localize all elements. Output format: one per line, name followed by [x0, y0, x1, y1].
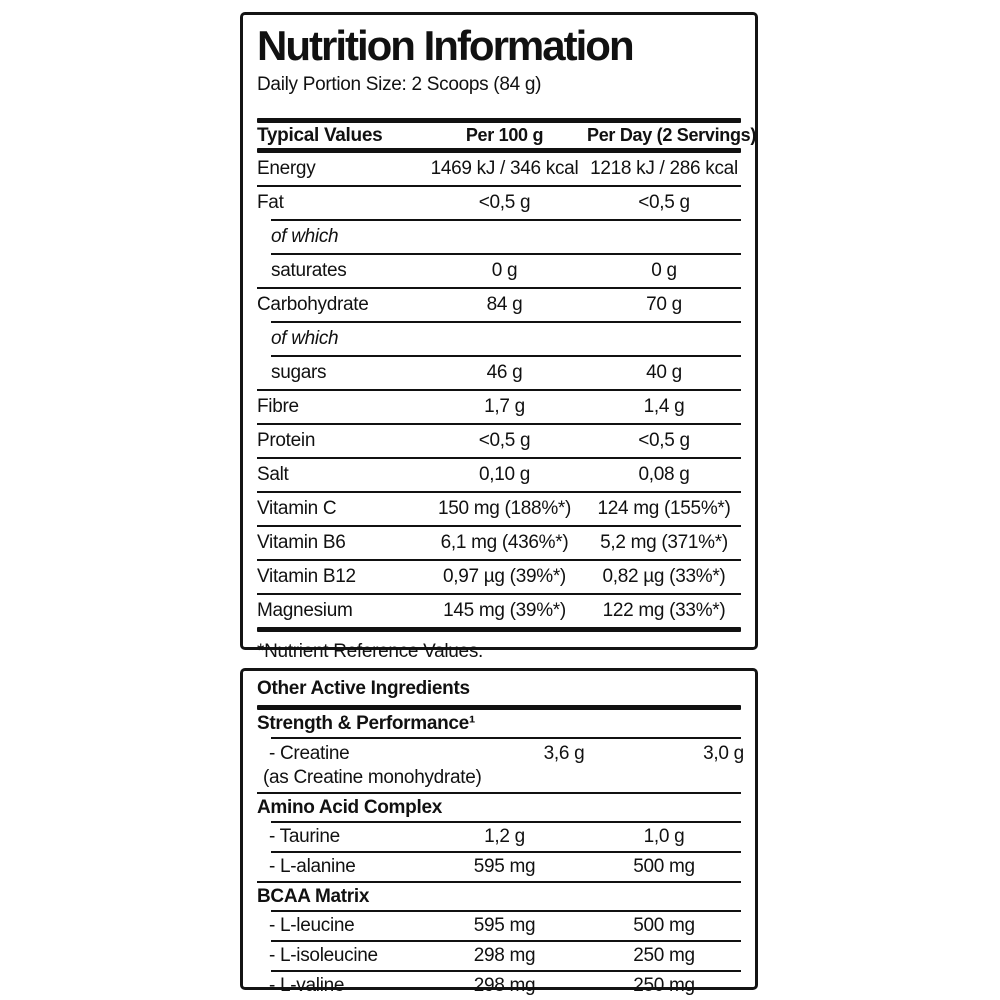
item-label: - L-leucine [269, 915, 355, 936]
row-label: of which [271, 226, 339, 248]
row-perday: 1218 kJ / 286 kcal [590, 158, 738, 180]
row-label: of which [271, 328, 339, 350]
table-header-row [257, 123, 757, 148]
item-row-taurine [257, 823, 741, 851]
item-row-l-leucine [257, 912, 741, 940]
section-header-bcaa-matrix: BCAA Matrix [257, 885, 370, 907]
nutrient-reference-footnote: *Nutrient Reference Values. [257, 641, 484, 663]
item-perday: 250 mg [633, 975, 695, 996]
table-row-of-which [257, 323, 741, 355]
item-sublabel: (as Creatine monohydrate) [263, 767, 482, 788]
table-row-fibre [257, 391, 741, 423]
other-active-ingredients-panel [240, 668, 758, 996]
table-row-saturates [257, 255, 741, 287]
item-per100: 595 mg [473, 915, 536, 936]
table-row-of-which [257, 221, 741, 253]
section-header-strength-performance: Strength & Performance¹ [257, 712, 475, 734]
item-per100: 298 mg [473, 945, 536, 966]
section-header-amino-acid-complex: Amino Acid Complex [257, 796, 442, 818]
row-label: Energy [257, 158, 316, 180]
row-per100: 0,97 µg (39%*) [443, 566, 566, 588]
item-label: - Taurine [269, 826, 340, 847]
row-per100: 1469 kJ / 346 kcal [430, 158, 579, 180]
item-per100: 298 mg [473, 975, 536, 996]
other-ingredients-title: Other Active Ingredients [257, 678, 470, 699]
item-row-l-isoleucine [257, 942, 741, 970]
row-label: saturates [271, 260, 347, 282]
row-label: Vitamin C [257, 498, 337, 520]
row-perday: 70 g [646, 294, 682, 316]
item-perday: 1,0 g [643, 826, 685, 847]
table-row-vitamin-b6 [257, 527, 741, 559]
item-perday: 250 mg [633, 945, 695, 966]
item-label: - Creatine [269, 743, 350, 764]
row-perday: 122 mg (33%*) [602, 600, 726, 622]
table-row-magnesium [257, 595, 741, 627]
row-perday: <0,5 g [638, 192, 690, 214]
row-label: Carbohydrate [257, 294, 369, 316]
item-per100: 3,6 g [543, 743, 585, 764]
row-perday: 0,08 g [638, 464, 690, 486]
row-perday: 124 mg (155%*) [597, 498, 731, 520]
row-perday: 5,2 mg (371%*) [600, 532, 728, 554]
item-perday: 3,0 g [703, 743, 744, 764]
item-per100: 595 mg [473, 856, 536, 877]
row-per100: <0,5 g [478, 430, 531, 452]
table-row-sugars [257, 357, 741, 389]
row-per100: 84 g [486, 294, 523, 316]
row-per100: 150 mg (188%*) [437, 498, 572, 520]
page-title: Nutrition Information [257, 22, 633, 69]
item-label: - L-isoleucine [269, 945, 378, 966]
row-label: Protein [257, 430, 316, 452]
row-perday: <0,5 g [638, 430, 690, 452]
row-label: Fat [257, 192, 284, 214]
column-header-per-100g: Per 100 g [465, 125, 544, 146]
row-label: Fibre [257, 396, 299, 418]
item-label: - L-alanine [269, 856, 356, 877]
row-label: Magnesium [257, 600, 353, 622]
portion-size-text: Daily Portion Size: 2 Scoops (84 g) [257, 74, 542, 96]
table-bottom-divider [257, 627, 741, 632]
item-row-l-alanine [257, 853, 741, 881]
row-perday: 1,4 g [643, 396, 685, 418]
row-label: sugars [271, 362, 327, 384]
row-per100: 6,1 mg (436%*) [440, 532, 569, 554]
row-per100: 0 g [491, 260, 518, 282]
row-label: Vitamin B6 [257, 532, 346, 554]
row-perday: 40 g [646, 362, 682, 384]
row-per100: 145 mg (39%*) [443, 600, 566, 622]
item-per100: 1,2 g [484, 826, 525, 847]
table-row-vitamin-c [257, 493, 741, 525]
row-perday: 0,82 µg (33%*) [602, 566, 726, 588]
nutrition-panel [240, 12, 758, 663]
row-per100: 0,10 g [478, 464, 531, 486]
item-perday: 500 mg [633, 856, 695, 877]
row-perday: 0 g [651, 260, 677, 282]
item-perday: 500 mg [633, 915, 695, 936]
row-per100: 46 g [486, 362, 523, 384]
table-row-vitamin-b12 [257, 561, 741, 593]
row-per100: 1,7 g [484, 396, 525, 418]
row-label: Vitamin B12 [257, 566, 356, 588]
row-label: Salt [257, 464, 289, 486]
item-label: - L-valine [269, 975, 345, 996]
table-row-fat [257, 187, 741, 219]
column-header-typical-values: Typical Values [257, 124, 383, 146]
column-header-per-day: Per Day (2 Servings) [587, 125, 757, 146]
row-per100: <0,5 g [478, 192, 531, 214]
table-row-salt [257, 459, 741, 491]
item-row-l-valine [257, 972, 741, 1000]
table-row-energy [257, 153, 741, 185]
table-row-protein [257, 425, 741, 457]
item-row-creatine [257, 739, 744, 792]
table-row-carbohydrate [257, 289, 741, 321]
